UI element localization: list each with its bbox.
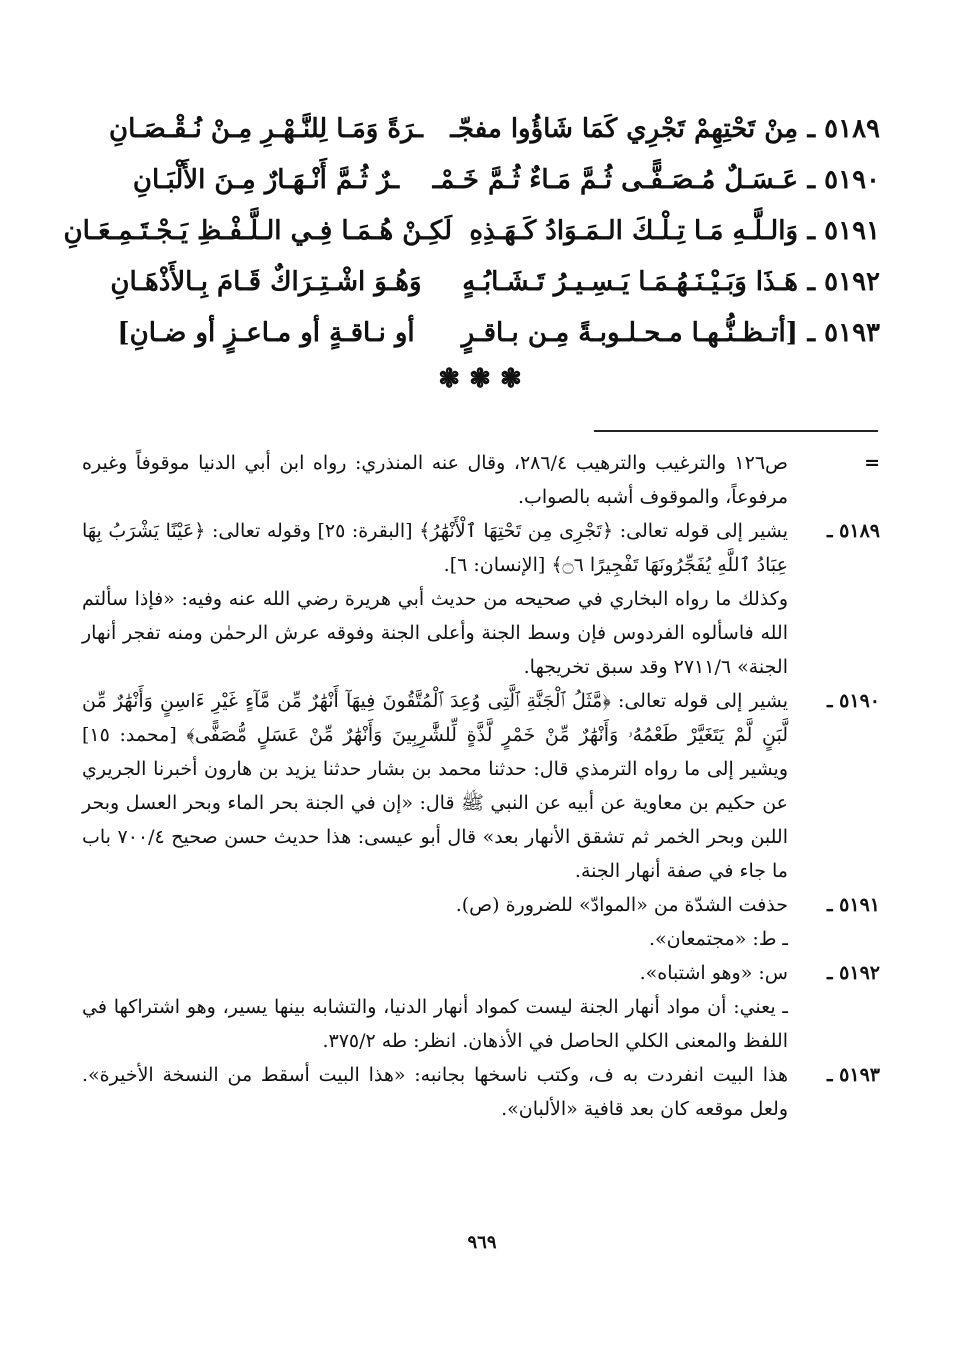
- footnote-label: ٥١٨٩ ـ: [826, 520, 880, 542]
- footnote-5190: [82, 684, 880, 888]
- page-number: ٩٦٩: [467, 1232, 497, 1253]
- verse-number: ٥١٩٢ ـ: [807, 267, 880, 297]
- verse-number: ٥١٨٩ ـ: [807, 114, 880, 144]
- footnote-label: =: [864, 452, 880, 474]
- verse-number: ٥١٩١ ـ: [807, 216, 880, 246]
- footnote-label: ٥١٩٣ ـ: [826, 1064, 880, 1086]
- footnotes: [82, 446, 880, 1126]
- verse-second-hemistich: لَكِـنْ هُـمَـا فِـي الـلَّـفْـظِ يَـجْـتَـمِـعَـانِ: [63, 216, 452, 246]
- footnote-5189: [82, 514, 880, 684]
- verse-second-hemistich: وَهُـوَ اشْـتِـرَاكٌ قَـامَ بِـالأَذْهَـانِ: [110, 267, 422, 297]
- footnote-continued: [82, 446, 880, 514]
- footnote-label: ٥١٩٠ ـ: [826, 690, 880, 712]
- verse-5192: [80, 257, 880, 308]
- section-separator-stars: ❃ ❃ ❃: [438, 364, 522, 394]
- footnote-5192: [82, 956, 880, 1058]
- verse-first-hemistich: هَـذَا وَبَـيْـنَـهُـمَـا يَـسِـيـرُ تَـشَـابُـهٍ: [462, 267, 798, 297]
- verse-number: ٥١٩٠ ـ: [807, 165, 880, 195]
- verse-second-hemistich: ـرَةً وَمَـا لِلنَّـهْـرِ مِـنْ نُـقْـصَـانِ: [109, 114, 423, 144]
- verse-number: ٥١٩٣ ـ: [807, 318, 880, 348]
- footnote-text: ـ يعني: أن مواد أنهار الجنة ليست كمواد أنهار الدنيا، والتشابه بينها يسير، وهو اشتراكها في اللفظ والمعنى الكلي الحاصل في الأذهان. انظر: طه ٣٧٥/٢.: [82, 996, 788, 1052]
- footnote-text: هذا البيت انفردت به ف، وكتب ناسخها بجانبه: «هذا البيت أسقط من النسخة الأخيرة». ولعل موقعه كان بعد قافية «الألبان».: [82, 1064, 788, 1120]
- verse-first-hemistich: [أتـظـنُّـهـا مـحـلـوبـةً مِـن بـاقـرٍ: [461, 318, 798, 348]
- footnote-text: وكذلك ما رواه البخاري في صحيحه من حديث أبي هريرة رضي الله عنه وفيه: «فإذا سألتم الله فاسألوه الفردوس فإن وسط الجنة وأعلى الجنة وفوقه عرش الرحمٰن ومنه تفجر أنهار الجنة» ٢٧١١/٦ وقد سبق تخريجها.: [82, 588, 788, 678]
- footnote-text: ص١٢٦ والترغيب والترهيب ٢٨٦/٤، وقال عنه المنذري: رواه ابن أبي الدنيا موقوفاً وغيره مرفوعاً، والموقوف أشبه بالصواب.: [82, 452, 789, 508]
- poem-verses: [63, 104, 880, 359]
- footnote-label: ٥١٩٢ ـ: [826, 962, 880, 984]
- verse-5190: [80, 155, 880, 206]
- footnote-text: حذفت الشدّة من «الموادّ» للضرورة (ص).: [455, 894, 788, 916]
- verse-first-hemistich: عَـسَـلٌ مُـصَـفًّـى ثُـمَّ مَـاءٌ ثُـمَّ خَـمْـ: [432, 165, 798, 195]
- verse-first-hemistich: وَالـلَّـهِ مَـا تِـلْـكَ الـمَـوَادُ كَـهَـذِهِ: [469, 216, 798, 246]
- footnote-5193: [82, 1058, 880, 1126]
- verse-5189: [80, 104, 880, 155]
- footnote-text: ـ ط: «مجتمعان».: [649, 928, 788, 950]
- verse-second-hemistich: ـرٌ ثُـمَّ أَنْـهَـارٌ مِـنَ الأَلْبَـانِ: [132, 165, 400, 195]
- footnote-text: يشير إلى قوله تعالى: ﴿مَّثَلُ ٱلْجَنَّةِ ٱلَّتِى وُعِدَ ٱلْمُتَّقُونَ فِيهَآ أَنْهَٰرٌ مِّن مَّآءٍ غَيْرِ ءَاسِنٍ وَأَنْهَٰرٌ مِّن لَّبَنٍ لَّمْ يَتَغَيَّرْ طَعْمُهُۥ وَأَنْهَٰرٌ مِّنْ خَمْرٍ لَّذَّةٍ لِّلشَّٰرِبِينَ وَأَنْهَٰرٌ مِّنْ عَسَلٍ مُّصَفًّى﴾ [محمد: ١٥] ويشير إلى ما رواه الترمذي قال: حدثنا محمد بن بشار حدثنا يزيد بن هارون أخبرنا الجريري عن حكيم بن معاوية عن أبيه عن النبي ﷺ قال: «إن في الجنة بحر الماء وبحر العسل وبحر اللبن وبحر الخمر ثم تشقق الأنهار بعد» قال أبو عيسى: هذا حديث حسن صحيح ٧٠٠/٤ باب ما جاء في صفة أنهار الجنة.: [82, 690, 788, 882]
- footnote-5191: [82, 888, 880, 956]
- verse-second-hemistich: أو نـاقـةٍ أو مـاعـزٍ أو ضـانِ]: [117, 318, 415, 348]
- footnote-divider: [594, 430, 878, 432]
- verse-first-hemistich: مِنْ تَحْتِهِمْ تَجْرِي كَمَا شَاؤُوا مفجّـ: [450, 114, 798, 144]
- verse-5193: [80, 308, 880, 359]
- footnote-text: س: «وهو اشتباه».: [639, 962, 788, 984]
- footnote-text: يشير إلى قوله تعالى: ﴿تَجْرِى مِن تَحْتِهَا ٱلْأَنْهَٰرُ﴾ [البقرة: ٢٥] وقوله تعالى: ﴿عَيْنًا يَشْرَبُ بِهَا عِبَادُ ٱللَّهِ يُفَجِّرُونَهَا تَفْجِيرًا ۝٦﴾ [الإنسان: ٦].: [82, 520, 788, 576]
- footnote-label: ٥١٩١ ـ: [826, 894, 880, 916]
- verse-5191: [63, 206, 880, 257]
